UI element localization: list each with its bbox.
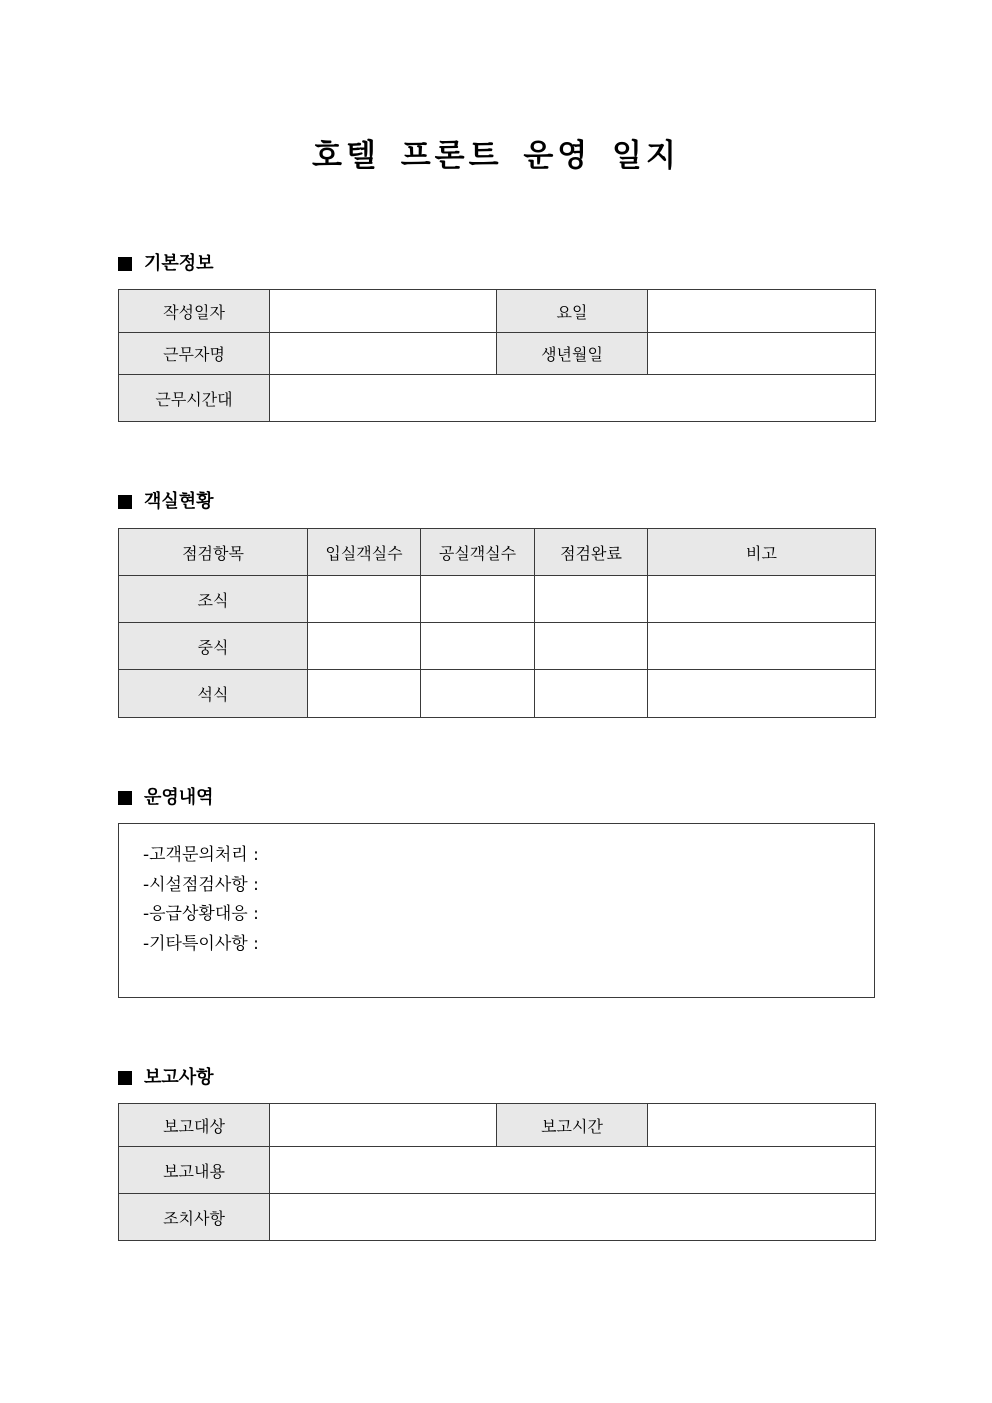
header-vacant-rooms: 공실객실수 [421,529,535,576]
section-heading-basic-info [118,251,214,277]
remarks-cell[interactable] [648,670,876,718]
check-complete-cell[interactable] [535,576,648,623]
section-heading-report [118,1065,214,1091]
rooms-table [118,528,876,718]
operations-list [143,841,259,959]
section-title: 기본정보 [144,253,214,274]
occupied-rooms-cell[interactable] [308,623,421,670]
row-label-breakfast: 조식 [119,576,308,623]
label-action-taken: 조치사항 [119,1194,270,1241]
section-title: 객실현황 [144,491,214,512]
remarks-cell[interactable] [648,623,876,670]
square-bullet-icon [118,791,132,805]
vacant-rooms-cell[interactable] [421,623,535,670]
section-title: 보고사항 [144,1067,214,1088]
birthdate-field[interactable] [648,333,876,375]
report-content-field[interactable] [270,1147,876,1194]
label-birthdate: 생년월일 [497,333,648,375]
operations-item-customer-inquiry: -고객문의처리 : [143,845,259,865]
square-bullet-icon [118,495,132,509]
table-row [119,576,876,623]
row-label-lunch: 중식 [119,623,308,670]
occupied-rooms-cell[interactable] [308,576,421,623]
label-report-time: 보고시간 [497,1104,648,1147]
header-remarks: 비고 [648,529,876,576]
header-occupied-rooms: 입실객실수 [308,529,421,576]
basic-info-table [118,289,876,422]
table-row [119,623,876,670]
label-worker: 근무자명 [119,333,270,375]
table-row [119,670,876,718]
vacant-rooms-cell[interactable] [421,576,535,623]
report-table [118,1103,876,1241]
date-field[interactable] [270,290,497,333]
section-title: 운영내역 [144,787,214,808]
report-target-field[interactable] [270,1104,497,1147]
header-check-item: 점검항목 [119,529,308,576]
shift-field[interactable] [270,375,876,422]
label-date: 작성일자 [119,290,270,333]
operations-box[interactable] [118,823,875,998]
check-complete-cell[interactable] [535,623,648,670]
operations-item-facility-check: -시설점검사항 : [143,874,259,895]
header-check-complete: 점검완료 [535,529,648,576]
action-taken-field[interactable] [270,1194,876,1241]
label-weekday: 요일 [497,290,648,333]
remarks-cell[interactable] [648,576,876,623]
weekday-field[interactable] [648,290,876,333]
check-complete-cell[interactable] [535,670,648,718]
section-heading-rooms [118,489,214,515]
square-bullet-icon [118,1071,132,1085]
label-report-target: 보고대상 [119,1104,270,1147]
label-shift: 근무시간대 [119,375,270,422]
row-label-dinner: 석식 [119,670,308,718]
occupied-rooms-cell[interactable] [308,670,421,718]
operations-item-other-notes: -기타특이사항 : [143,933,259,954]
report-time-field[interactable] [648,1104,876,1147]
vacant-rooms-cell[interactable] [421,670,535,718]
square-bullet-icon [118,257,132,271]
section-heading-operations [118,785,214,811]
document-title: 호텔 프론트 운영 일지 [312,138,680,174]
label-report-content: 보고내용 [119,1147,270,1194]
worker-field[interactable] [270,333,497,375]
operations-item-emergency-response: -응급상황대응 : [143,904,259,924]
